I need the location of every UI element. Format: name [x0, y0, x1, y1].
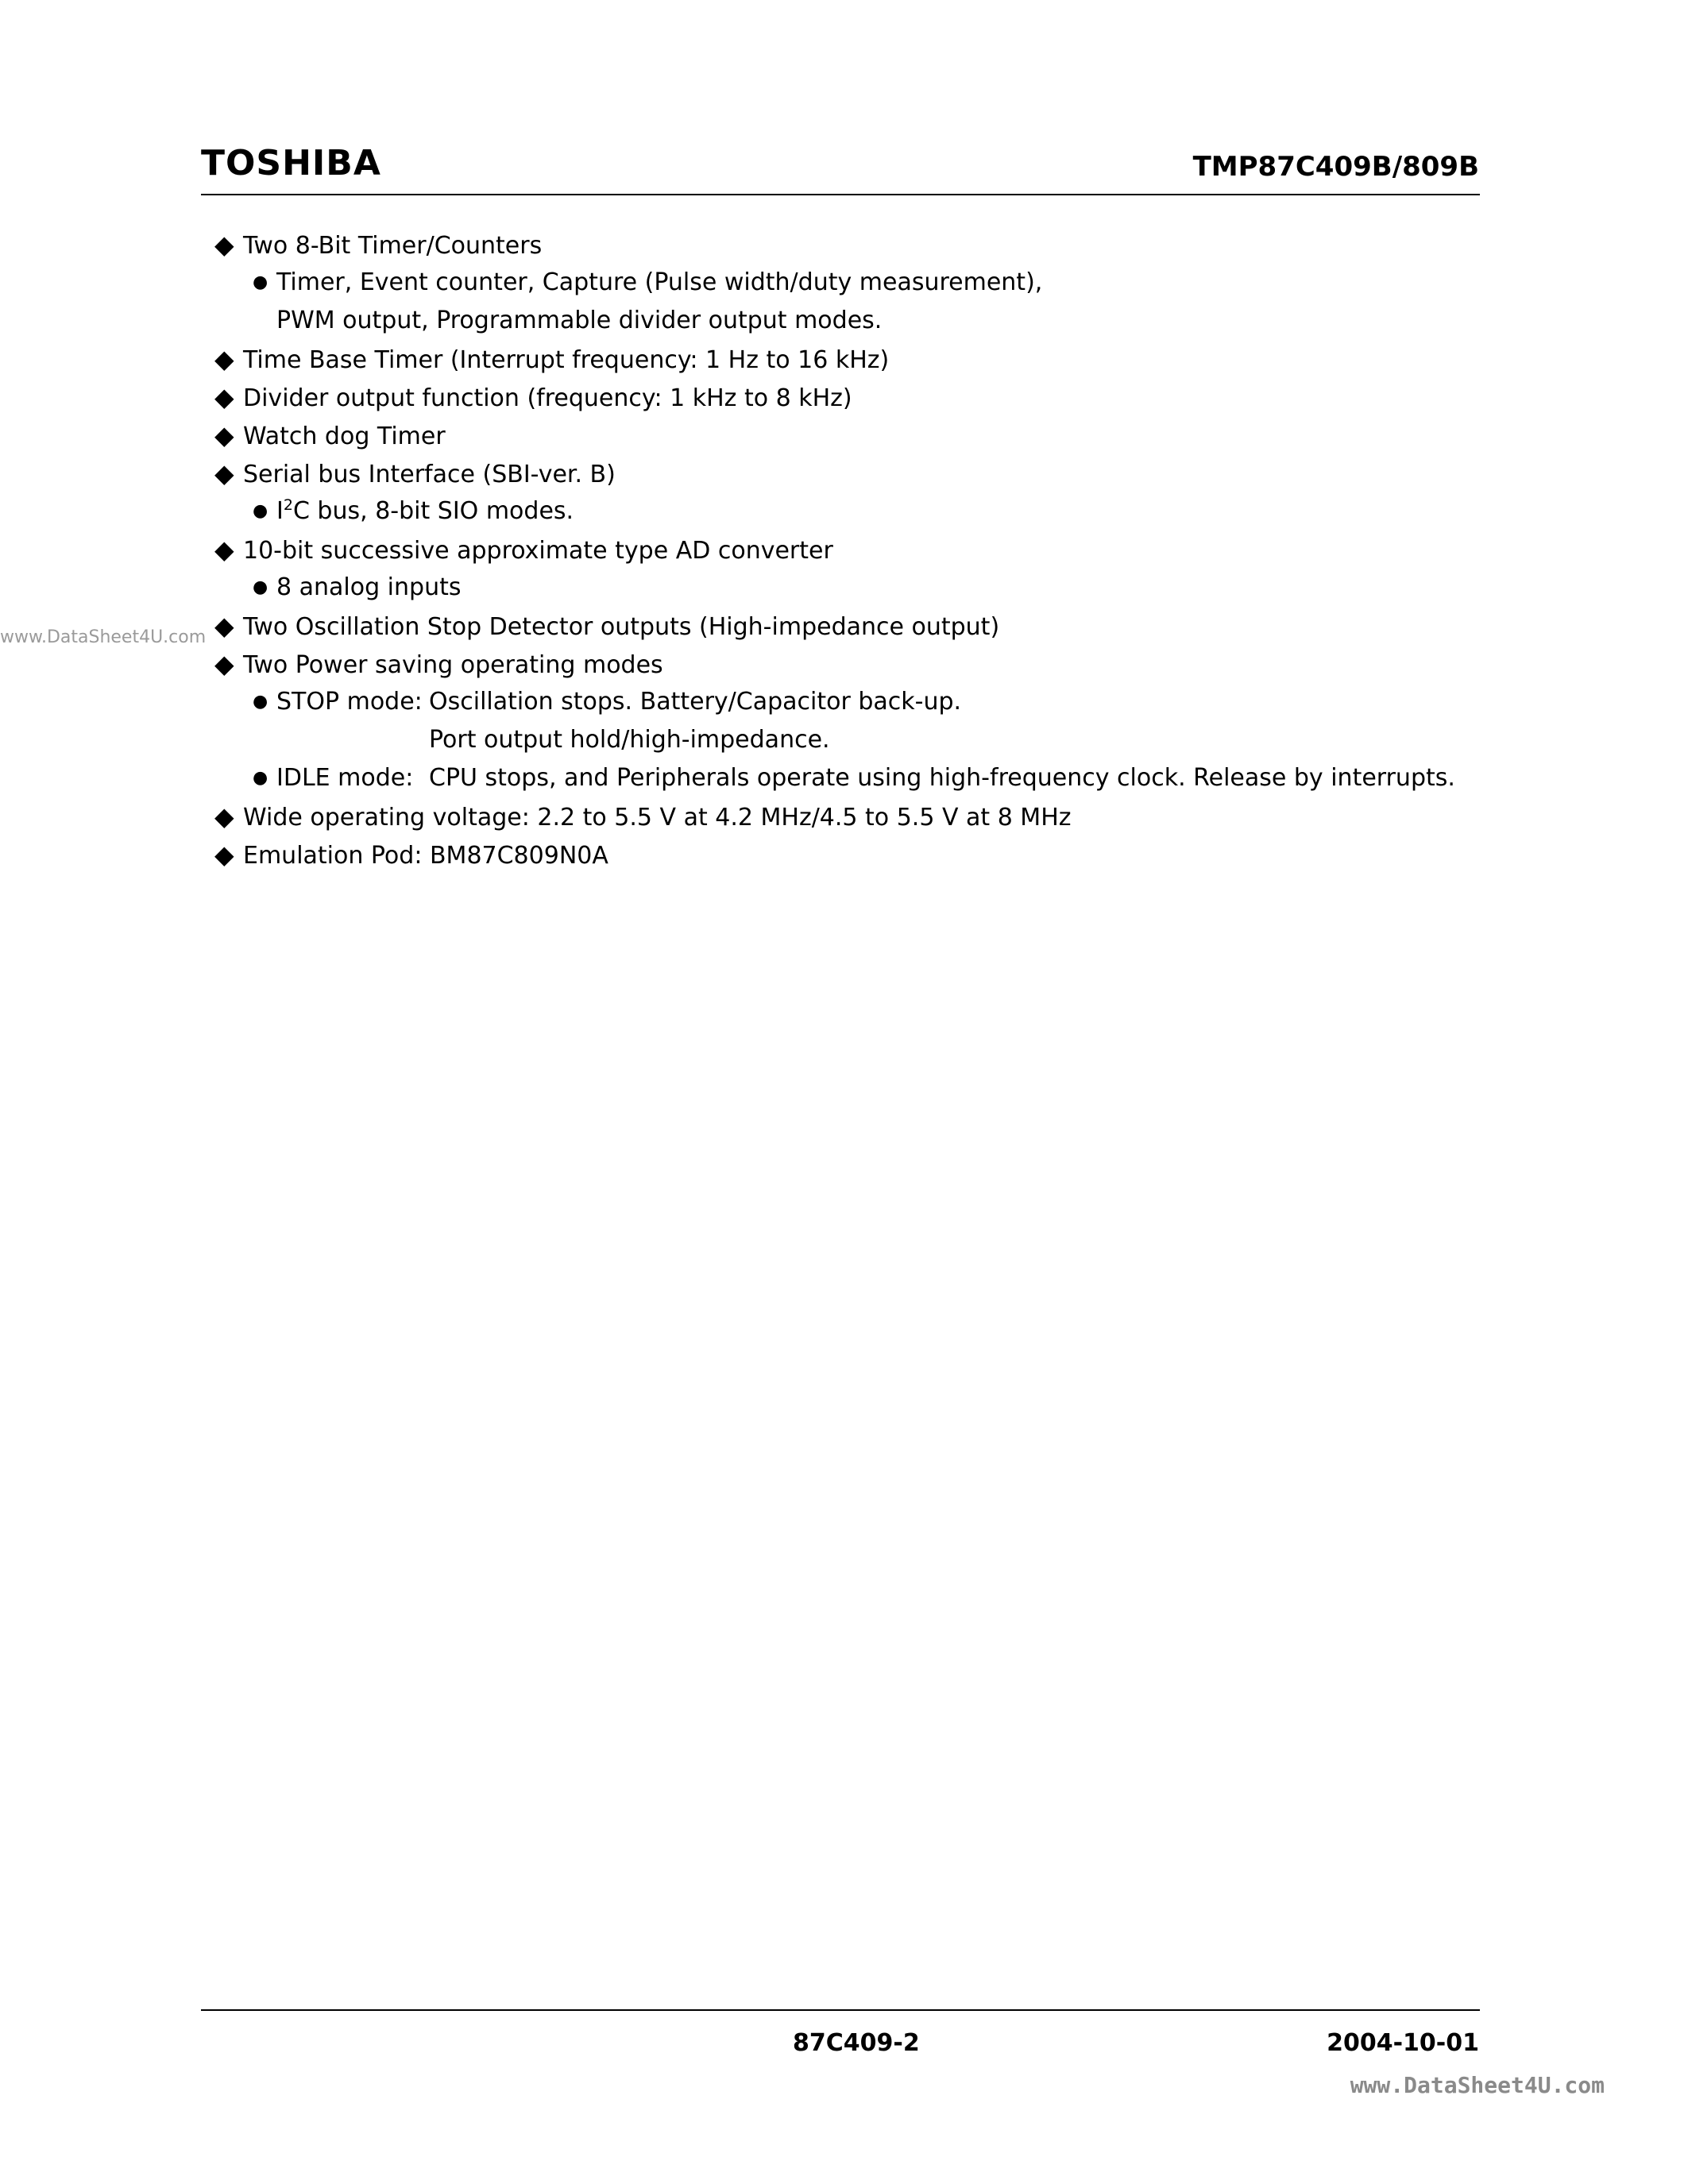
feature-item [214, 607, 1485, 645]
sub-feature-text-prefix: I [276, 497, 284, 525]
mode-label: IDLE mode: [276, 764, 414, 792]
feature-item [214, 835, 1485, 874]
brand-logo: TOSHIBA [201, 143, 381, 183]
feature-item [214, 416, 1485, 454]
diamond-bullet-icon: ◆ [214, 534, 234, 565]
diamond-bullet-icon: ◆ [214, 344, 234, 374]
feature-text: Serial bus Interface (SBI-ver. B) [243, 461, 616, 488]
diamond-bullet-icon: ◆ [214, 458, 234, 488]
round-bullet-icon: ● [253, 501, 268, 521]
sub-feature-text: PWM output, Programmable divider output modes. [276, 307, 883, 334]
sub-feature-text: Timer, Event counter, Capture (Pulse width/duty measurement), [276, 268, 1043, 296]
feature-item [214, 378, 1485, 416]
round-bullet-icon: ● [253, 577, 268, 597]
feature-text: Divider output function (frequency: 1 kHz to 8 kHz) [243, 384, 852, 412]
part-number: TMP87C409B/809B [1192, 151, 1479, 183]
document-date: 2004-10-01 [1327, 2029, 1479, 2057]
side-watermark: www.DataSheet4U.com [0, 627, 207, 647]
feature-text: Emulation Pod: BM87C809N0A [243, 842, 608, 870]
mode-description: CPU stops, and Peripherals operate using high-frequency clock. Release by interrupts. [429, 764, 1455, 792]
mode-continuation [214, 721, 1485, 759]
superscript-two: 2 [283, 496, 293, 514]
diamond-bullet-icon: ◆ [214, 420, 234, 450]
mode-label: STOP mode: [276, 688, 423, 716]
page-code: 87C409-2 [793, 2029, 920, 2057]
sub-feature-item [214, 569, 1485, 607]
sub-feature-item [214, 683, 1485, 721]
diamond-bullet-icon: ◆ [214, 382, 234, 412]
header-divider [201, 194, 1480, 195]
feature-list [214, 226, 1485, 874]
feature-text: Wide operating voltage: 2.2 to 5.5 V at 4.2 MHz/4.5 to 5.5 V at 8 MHz [243, 804, 1072, 832]
feature-text: 10-bit successive approximate type AD converter [243, 537, 833, 565]
bottom-watermark: www.DataSheet4U.com [1350, 2072, 1605, 2098]
sub-feature-item [214, 492, 1485, 531]
feature-text: Two 8-Bit Timer/Counters [243, 232, 543, 260]
diamond-bullet-icon: ◆ [214, 839, 234, 870]
round-bullet-icon: ● [253, 692, 268, 712]
feature-text: Time Base Timer (Interrupt frequency: 1 Hz to 16 kHz) [243, 346, 890, 374]
diamond-bullet-icon: ◆ [214, 230, 234, 260]
feature-text: Two Oscillation Stop Detector outputs (High-impedance output) [243, 613, 1000, 641]
feature-item [214, 340, 1485, 378]
feature-item [214, 531, 1485, 569]
round-bullet-icon: ● [253, 272, 268, 292]
diamond-bullet-icon: ◆ [214, 801, 234, 832]
footer-divider [201, 2009, 1480, 2011]
feature-item [214, 797, 1485, 835]
diamond-bullet-icon: ◆ [214, 649, 234, 679]
mode-description: Oscillation stops. Battery/Capacitor back-up. [429, 688, 962, 716]
sub-feature-continuation [214, 302, 1485, 340]
feature-item [214, 454, 1485, 492]
sub-feature-text: 8 analog inputs [276, 573, 462, 601]
sub-feature-item [214, 264, 1485, 302]
feature-text: Watch dog Timer [243, 423, 446, 450]
sub-feature-text: C bus, 8-bit SIO modes. [292, 497, 574, 525]
feature-text: Two Power saving operating modes [243, 651, 663, 679]
diamond-bullet-icon: ◆ [214, 611, 234, 641]
feature-item [214, 645, 1485, 683]
mode-description: Port output hold/high-impedance. [429, 726, 830, 754]
round-bullet-icon: ● [253, 768, 268, 788]
sub-feature-item [214, 759, 1485, 797]
feature-item [214, 226, 1485, 264]
